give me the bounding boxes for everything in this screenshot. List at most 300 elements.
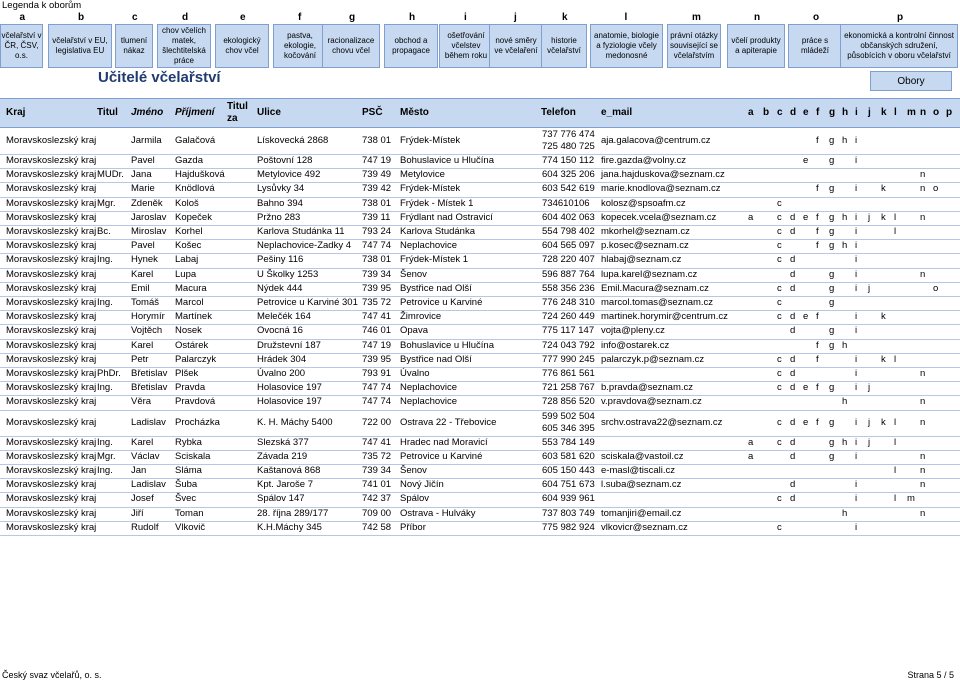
cell-obor-g: g [829,155,835,166]
cell-obor-i: i [855,436,858,448]
cell-email[interactable]: b.pravda@seznam.cz [601,382,694,394]
cell-kraj: Moravskoslezský kraj [6,268,97,280]
cell-ulice: Hrádek 304 [257,353,307,365]
cell-telefon: 737 776 474 [542,129,595,140]
cell-jmeno: Ladislav [131,416,166,428]
table-row [0,182,960,197]
table-row [0,450,960,465]
cell-obor-o: o [933,282,939,294]
table-row [0,521,960,536]
cell-obor-m: m [907,493,915,505]
cell-telefon: 558 356 236 [542,282,595,294]
cell-obor-d: d [790,479,796,491]
cell-obor-d: d [790,493,796,505]
cell-ulice: Lískovecká 2868 [257,135,329,146]
cell-obor-i: i [855,493,858,505]
cell-email[interactable]: srchv.ostrava22@seznam.cz [601,416,723,428]
cell-obor-g: g [829,325,835,337]
cell-psc: 747 41 [362,436,392,448]
cell-telefon: 774 150 112 [542,155,595,166]
cell-prijmeni: Hajdušková [175,169,225,181]
legend-letter-l: l [624,12,628,23]
col-psc: PSČ [362,107,383,118]
cell-titul: Ing. [97,254,113,266]
table-row [0,168,960,183]
cell-prijmeni: Palarczyk [175,353,217,365]
cell-obor-a: a [748,450,754,462]
cell-jmeno: Rudolf [131,521,159,533]
col-obor-o: o [933,107,940,118]
legend-item-m: právní otázky související se včelařstvím [667,24,721,68]
cell-psc: 747 41 [362,311,392,323]
cell-telefon: 554 798 402 [542,226,595,237]
col-mesto: Město [400,107,429,118]
cell-obor-g: g [829,297,835,308]
cell-prijmeni: Sláma [175,465,202,476]
cell-prijmeni: Martínek [175,311,212,323]
cell-obor-f: f [816,416,819,428]
cell-ulice: Slezská 377 [257,436,309,448]
cell-ulice: Metylovice 492 [257,169,321,181]
cell-obor-i: i [855,521,858,533]
table-row [0,211,960,226]
cell-jmeno: Jiří [131,507,144,519]
cell-prijmeni: Marcol [175,297,204,308]
cell-obor-e: e [803,155,809,166]
cell-jmeno: Václav [131,450,160,462]
table-row [0,154,960,169]
cell-obor-c: c [777,436,782,448]
cell-psc: 738 01 [362,254,392,266]
cell-psc: 739 34 [362,268,392,280]
legend-letter-e: e [240,12,246,23]
cell-email[interactable]: kopecek.vcela@seznam.cz [601,211,717,223]
cell-email[interactable]: marcol.tomas@seznam.cz [601,297,714,308]
cell-jmeno: Karel [131,268,154,280]
legend-item-o: práce s mládeží [788,24,842,68]
table-header [0,98,960,128]
cell-prijmeni: Pravdová [175,396,216,408]
cell-kraj: Moravskoslezský kraj [6,396,97,408]
cell-telefon: 724 043 792 [542,339,595,351]
cell-prijmeni: Knödlová [175,183,215,195]
cell-psc: 742 37 [362,493,392,505]
cell-psc: 747 74 [362,382,392,394]
cell-obor-g: g [829,135,835,146]
cell-mesto: Neplachovice [400,240,458,252]
cell-jmeno: Jan [131,465,147,476]
cell-mesto: Neplachovice [400,382,458,394]
col-titul-za: Titul za [227,101,248,124]
cell-obor-n: n [920,268,926,280]
cell-email[interactable]: vlkovicr@seznam.cz [601,521,688,533]
table-row [0,268,960,283]
cell-kraj: Moravskoslezský kraj [6,325,97,337]
cell-telefon: 775 117 147 [542,325,595,337]
legend-item-j: nové směry ve včelaření [489,24,543,68]
cell-titul: Ing. [97,436,113,448]
cell-ulice: U Školky 1253 [257,268,319,280]
cell-jmeno: Petr [131,353,149,365]
table-row [0,367,960,382]
cell-obor-g: g [829,416,835,428]
col-kraj: Kraj [6,107,26,118]
table-row [0,507,960,522]
cell-obor-i: i [855,325,858,337]
cell-obor-d: d [790,311,796,323]
cell-obor-d: d [790,254,796,266]
legend-title: Legenda k oborům [2,0,82,11]
cell-obor-o: o [933,183,939,195]
cell-kraj: Moravskoslezský kraj [6,416,97,428]
cell-jmeno: Horymír [131,311,165,323]
cell-email[interactable]: fire.gazda@volny.cz [601,155,686,166]
cell-telefon: 605 150 443 [542,465,595,476]
cell-obor-i: i [855,135,858,146]
table-row [0,324,960,339]
cell-prijmeni: Kopeček [175,211,212,223]
col-obory-letters [0,99,960,127]
table-row [0,395,960,410]
col-obor-a: a [748,107,754,118]
cell-email[interactable]: l.suba@seznam.cz [601,479,682,491]
cell-telefon: 604 402 063 [542,211,595,223]
cell-obor-f: f [816,311,819,323]
cell-prijmeni: Pravda [175,382,206,394]
col-titul: Titul [97,107,118,118]
cell-obor-g: g [829,450,835,462]
cell-mesto: Bystřice nad Olší [400,353,472,365]
cell-prijmeni: Toman [175,507,204,519]
cell-telefon: 777 990 245 [542,353,595,365]
cell-email[interactable]: info@ostarek.cz [601,339,670,351]
cell-obor-g: g [829,382,835,394]
footer-page-number: Strana 5 / 5 [907,670,954,680]
cell-obor-d: d [790,436,796,448]
cell-psc: 739 42 [362,183,392,195]
cell-obor-d: d [790,226,796,237]
cell-email[interactable]: palarczyk.p@seznam.cz [601,353,705,365]
cell-email[interactable]: sciskala@vastoil.cz [601,450,684,462]
cell-email[interactable]: hlabaj@seznam.cz [601,254,682,266]
cell-obor-d: d [790,416,796,428]
cell-prijmeni: Macura [175,282,207,294]
legend-item-d: chov včelích matek, šlechtitelská práce [157,24,211,68]
cell-jmeno: Miroslav [131,226,167,237]
cell-mesto: Metylovice [400,169,445,181]
cell-ulice: Nýdek 444 [257,282,303,294]
cell-titul: Mgr. [97,197,116,209]
table-row [0,239,960,254]
cell-obor-l: l [894,226,897,237]
cell-mesto: Úvalno [400,368,430,379]
col-obor-e: e [803,107,809,118]
cell-obor-g: g [829,282,835,294]
cell-telefon: 728 856 520 [542,396,595,408]
cell-jmeno: Ladislav [131,479,166,491]
cell-obor-c: c [777,416,782,428]
cell-jmeno: Hynek [131,254,158,266]
cell-telefon: 604 565 097 [542,240,595,252]
cell-telefon: 737 803 749 [542,507,595,519]
cell-obor-i: i [855,416,858,428]
cell-obor-i: i [855,183,858,195]
col-obor-b: b [763,107,770,118]
cell-ulice: Holasovice 197 [257,396,322,408]
cell-obor-n: n [920,465,926,476]
cell-obor-f: f [816,226,819,237]
legend-letter-c: c [132,12,138,23]
cell-ulice: Kpt. Jaroše 7 [257,479,313,491]
col-obor-g: g [829,107,836,118]
cell-obor-c: c [777,521,782,533]
cell-obor-f: f [816,339,819,351]
cell-obor-j: j [868,211,871,223]
cell-jmeno: Pavel [131,155,155,166]
legend-letter-o: o [813,12,820,23]
cell-psc: 739 95 [362,353,392,365]
cell-psc: 709 00 [362,507,392,519]
cell-kraj: Moravskoslezský kraj [6,493,97,505]
cell-kraj: Moravskoslezský kraj [6,382,97,394]
cell-kraj: Moravskoslezský kraj [6,282,97,294]
cell-email[interactable]: p.kosec@seznam.cz [601,240,689,252]
cell-obor-g: g [829,183,835,195]
cell-obor-j: j [868,382,871,394]
cell-prijmeni: Korhel [175,226,203,237]
cell-obor-i: i [855,382,858,394]
cell-obor-j: j [868,282,871,294]
cell-ulice: 28. října 289/177 [257,507,329,519]
cell-mesto: Neplachovice [400,396,458,408]
cell-kraj: Moravskoslezský kraj [6,436,97,448]
cell-obor-c: c [777,226,782,237]
cell-psc: 739 11 [362,211,391,223]
cell-email[interactable]: lupa.karel@seznam.cz [601,268,698,280]
cell-psc: 738 01 [362,135,392,146]
table-row [0,310,960,325]
col-obor-h: h [842,107,849,118]
cell-ulice: Úvalno 200 [257,368,306,379]
legend-item-e: ekologický chov včel [215,24,269,68]
table-row [0,353,960,368]
cell-ulice: Ovocná 16 [257,325,303,337]
table-row [0,464,960,479]
cell-email[interactable]: marie.knodlova@seznam.cz [601,183,721,195]
cell-telefon: 599 502 504 [542,410,595,422]
cell-obor-f: f [816,240,819,252]
cell-kraj: Moravskoslezský kraj [6,155,97,166]
cell-mesto: Ostrava 22 - Třebovice [400,416,497,428]
legend-item-l: anatomie, biologie a fyziologie včely medonosné [590,24,663,68]
col-obor-n: n [920,107,927,118]
legend-letter-k: k [562,12,568,23]
cell-email[interactable]: kolosz@spsoafm.cz [601,197,686,209]
cell-telefon: 603 581 620 [542,450,595,462]
cell-mesto: Frýdek-Místek 1 [400,254,469,266]
cell-kraj: Moravskoslezský kraj [6,479,97,491]
cell-obor-c: c [777,297,782,308]
cell-mesto: Šenov [400,465,427,476]
cell-email[interactable]: vojta@pleny.cz [601,325,665,337]
cell-obor-g: g [829,436,835,448]
cell-kraj: Moravskoslezský kraj [6,521,97,533]
cell-mesto: Petrovice u Karviné [400,450,483,462]
cell-telefon: 603 542 619 [542,183,595,195]
cell-obor-d: d [790,268,796,280]
cell-obor-e: e [803,382,809,394]
table-row [0,478,960,493]
cell-email[interactable]: Emil.Macura@seznam.cz [601,282,709,294]
cell-jmeno: Vojtěch [131,325,163,337]
cell-kraj: Moravskoslezský kraj [6,254,97,266]
cell-ulice: Poštovní 128 [257,155,313,166]
cell-kraj: Moravskoslezský kraj [6,135,97,146]
cell-kraj: Moravskoslezský kraj [6,226,97,237]
table-row [0,410,960,437]
cell-prijmeni: Sciskala [175,450,211,462]
cell-ulice: Bahno 394 [257,197,303,209]
cell-titul: PhDr. [97,368,121,379]
cell-obor-j: j [868,416,871,428]
cell-mesto: Frýdek-Místek [400,183,461,195]
cell-obor-n: n [920,169,926,181]
cell-psc: 739 95 [362,282,392,294]
cell-kraj: Moravskoslezský kraj [6,311,97,323]
cell-mesto: Bohuslavice u Hlučína [400,339,494,351]
cell-email[interactable]: tomanjiri@email.cz [601,507,682,519]
cell-obor-g: g [829,339,835,351]
cell-obor-d: d [790,368,796,379]
cell-ulice: Pržno 283 [257,211,301,223]
legend-letter-j: j [514,12,517,23]
cell-ulice: Neplachovice-Zadky 4 [257,240,351,252]
cell-obor-i: i [855,450,858,462]
cell-psc: 739 49 [362,169,392,181]
cell-prijmeni: Švec [175,493,197,505]
cell-obor-h: h [842,339,848,351]
table-row [0,225,960,240]
cell-obor-i: i [855,311,858,323]
col-obor-f: f [816,107,820,118]
cell-mesto: Spálov [400,493,430,505]
cell-jmeno: Pavel [131,240,155,252]
cell-obor-c: c [777,368,782,379]
cell-prijmeni: Šuba [175,479,198,491]
legend-item-p: ekonomická a kontrolní činnost občanských sdružení, působících v oboru včelařství [840,24,958,68]
cell-obor-n: n [920,479,926,491]
cell-ulice: Spálov 147 [257,493,305,505]
cell-obor-f: f [816,183,819,195]
cell-obor-k: k [881,183,886,195]
cell-obor-e: e [803,416,809,428]
cell-psc: 747 74 [362,396,392,408]
cell-email[interactable]: v.pravdova@seznam.cz [601,396,702,408]
cell-telefon: 734610106 [542,197,590,209]
cell-kraj: Moravskoslezský kraj [6,240,97,252]
legend-item-b: včelařství v EU, legislativa EU [48,24,112,68]
cell-ulice: Závada 219 [257,450,308,462]
legend-letter-n: n [754,12,761,23]
cell-obor-h: h [842,436,848,448]
cell-kraj: Moravskoslezský kraj [6,368,97,379]
cell-obor-n: n [920,507,926,519]
cell-prijmeni: Gazda [175,155,203,166]
col-obor-k: k [881,107,887,118]
cell-obor-e: e [803,311,809,323]
cell-email[interactable]: e-masl@tiscali.cz [601,465,676,476]
cell-obor-l: l [894,465,897,476]
legend-letter-a: a [19,12,26,23]
cell-obor-l: l [894,416,897,428]
cell-jmeno: Břetislav [131,368,168,379]
legend-item-k: historie včelařství [541,24,587,68]
cell-kraj: Moravskoslezský kraj [6,183,97,195]
cell-obor-n: n [920,450,926,462]
cell-obor-i: i [855,368,858,379]
cell-obor-c: c [777,197,782,209]
cell-email[interactable]: martinek.horymir@centrum.cz [601,311,728,323]
cell-obor-l: l [894,211,897,223]
cell-telefon: 604 325 206 [542,169,595,181]
cell-psc: 747 19 [362,155,392,166]
cell-prijmeni: Kološ [175,197,199,209]
cell-obor-c: c [777,493,782,505]
legend-item-g: racionalizace chovu včel [322,24,380,68]
cell-prijmeni: Rybka [175,436,202,448]
cell-mesto: Bohuslavice u Hlučína [400,155,494,166]
cell-obor-f: f [816,353,819,365]
cell-obor-i: i [855,268,858,280]
cell-psc: 747 74 [362,240,392,252]
cell-telefon: 604 751 673 [542,479,595,491]
cell-ulice: Pešiny 116 [257,254,304,266]
cell-email[interactable]: mkorhel@seznam.cz [601,226,690,237]
cell-psc: 739 34 [362,465,392,476]
cell-kraj: Moravskoslezský kraj [6,465,97,476]
cell-email[interactable]: aja.galacova@centrum.cz [601,135,711,146]
cell-obor-k: k [881,353,886,365]
page-title: Učitelé včelařství [98,69,221,86]
cell-ulice: Kaštanová 868 [257,465,321,476]
table-row [0,197,960,212]
cell-obor-l: l [894,436,897,448]
cell-jmeno: Marie [131,183,155,195]
cell-titul: Ing. [97,382,113,394]
cell-obor-n: n [920,416,926,428]
cell-kraj: Moravskoslezský kraj [6,353,97,365]
cell-psc: 746 01 [362,325,392,337]
cell-psc: 735 72 [362,297,392,308]
cell-prijmeni: Galačová [175,135,216,146]
cell-kraj: Moravskoslezský kraj [6,297,97,308]
cell-jmeno: Jaroslav [131,211,167,223]
obory-label: Obory [870,71,952,91]
cell-obor-c: c [777,254,782,266]
legend-letters [0,11,960,25]
cell-jmeno: Karel [131,339,154,351]
cell-telefon: 596 887 764 [542,268,595,280]
cell-obor-d: d [790,211,796,223]
legend-letter-i: i [464,12,467,23]
cell-email[interactable]: jana.hajduskova@seznam.cz [601,169,725,181]
cell-jmeno: Věra [131,396,152,408]
cell-ulice: Lysůvky 34 [257,183,305,195]
table-row [0,381,960,396]
col-email: e_mail [601,107,633,118]
table-row [0,436,960,451]
table-row [0,128,960,155]
